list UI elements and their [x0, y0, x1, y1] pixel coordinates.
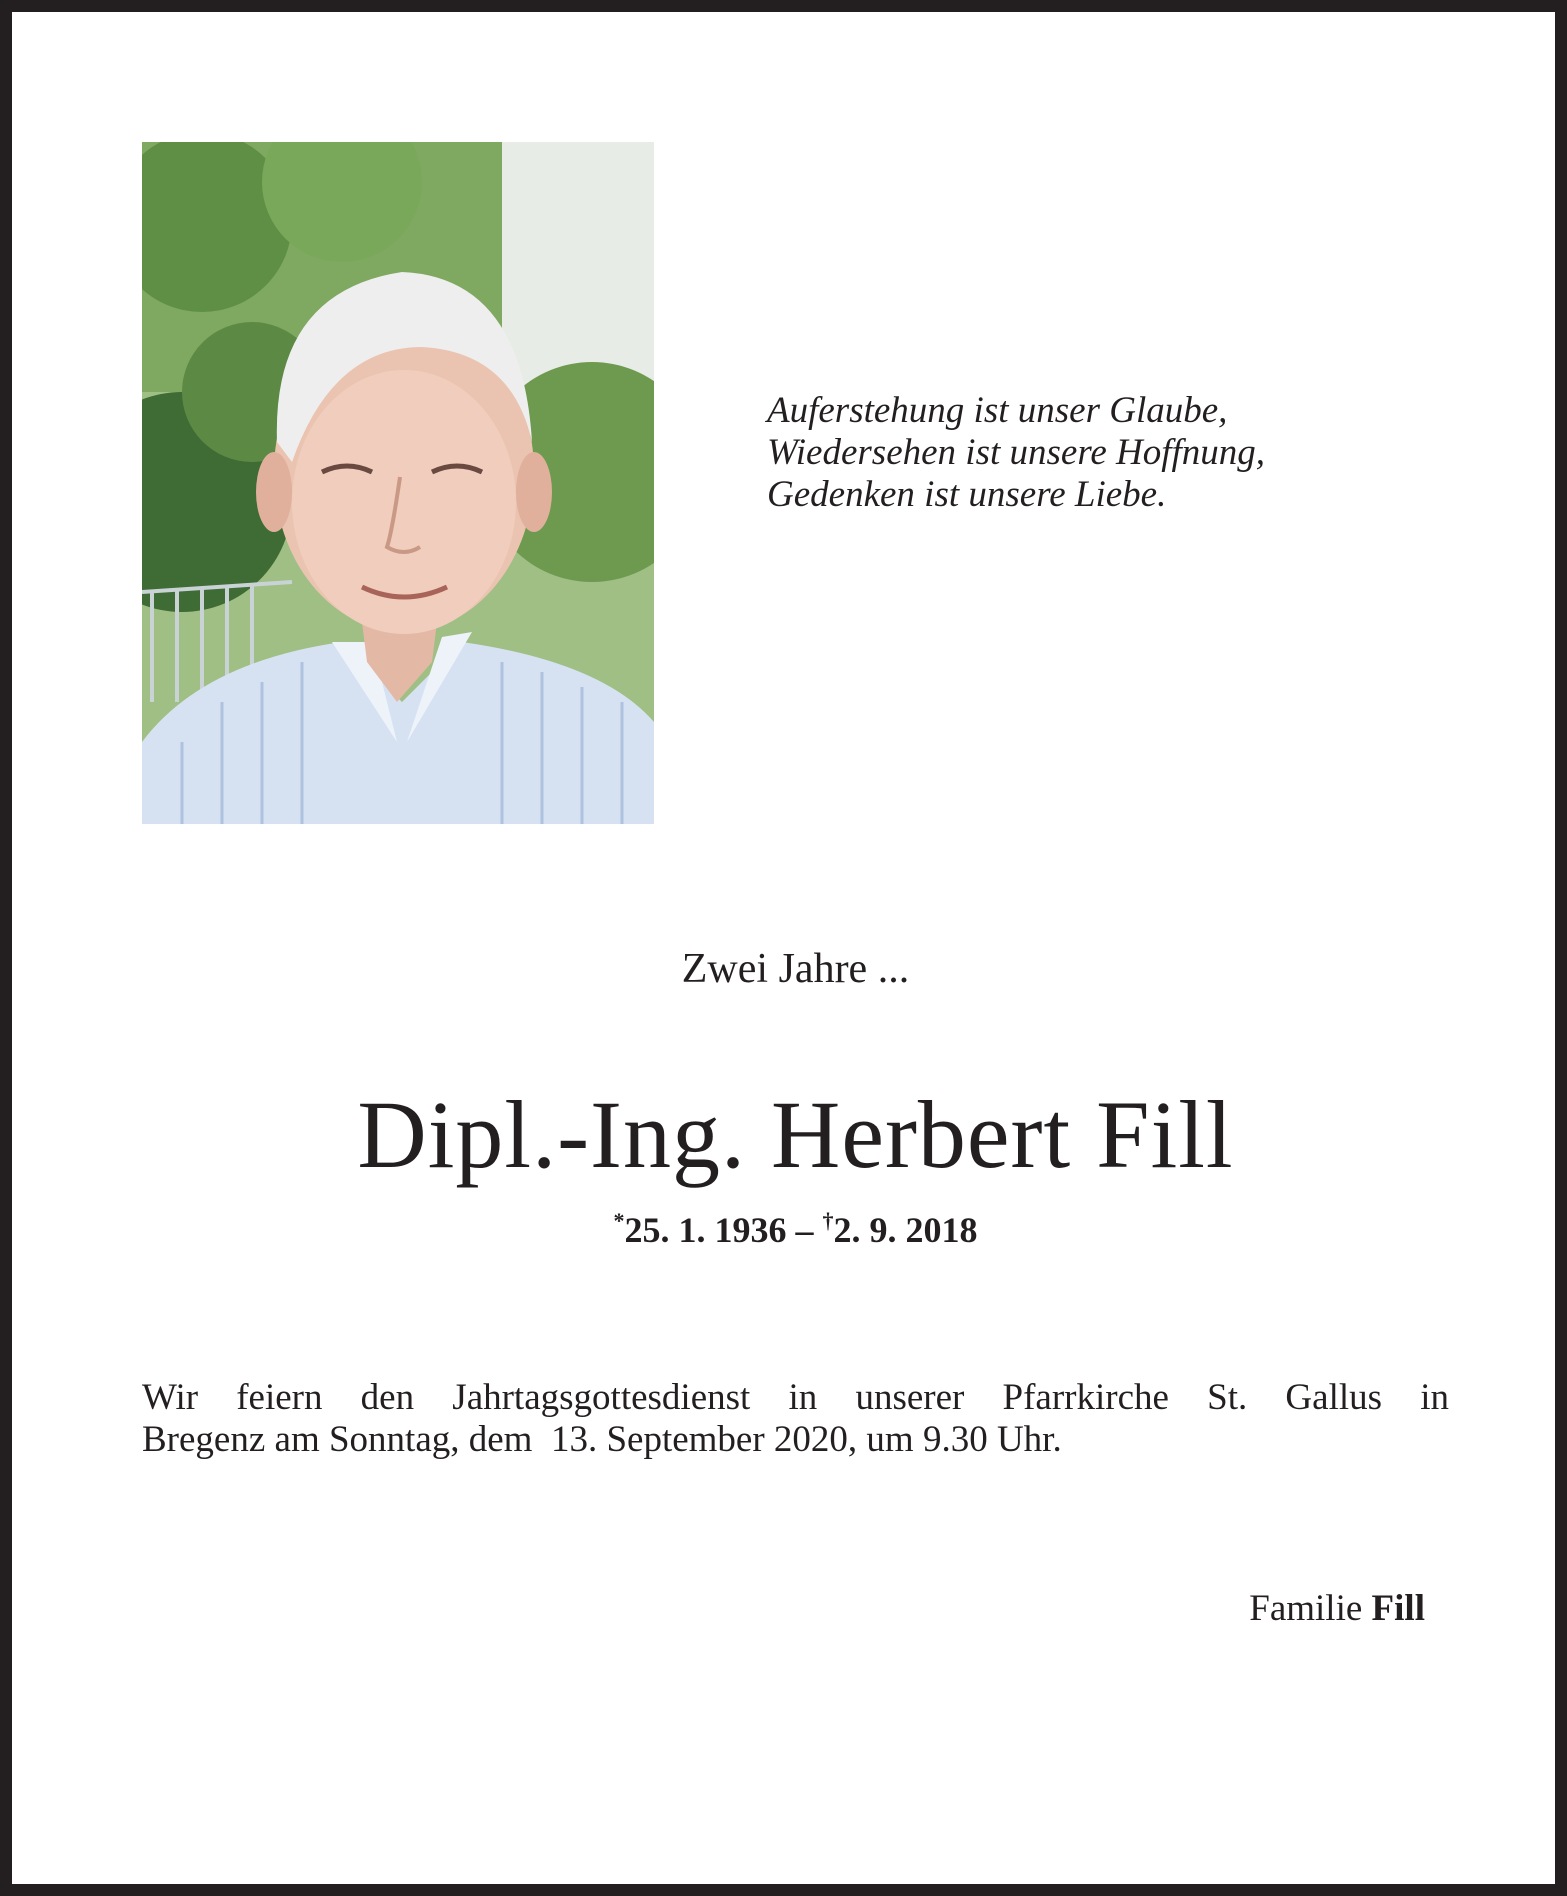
birth-symbol: *	[613, 1208, 625, 1233]
death-symbol: †	[822, 1208, 834, 1233]
portrait-photo-icon	[142, 142, 654, 824]
service-line: Wir feiern den Jahrtagsgottesdienst in unserer Pfarrkirche St. Gallus in	[142, 1377, 1449, 1418]
quote-line: Auferstehung ist unser Glaube,	[767, 390, 1228, 431]
birth-date: 25. 1. 1936	[624, 1210, 787, 1250]
signature-surname: Fill	[1371, 1588, 1425, 1629]
intro-text: Zwei Jahre ...	[681, 946, 910, 992]
quote-line: Wiedersehen ist unsere Hoffnung,	[767, 432, 1266, 473]
signature-prefix: Familie	[1249, 1588, 1372, 1629]
service-announcement	[142, 1377, 1449, 1461]
quote	[767, 390, 1467, 516]
life-dates	[12, 1208, 1567, 1252]
date-separator: –	[786, 1210, 823, 1250]
signature	[1249, 1587, 1425, 1631]
service-line: Bregenz am Sonntag, dem 13. September 2020, um 9.30 Uhr.	[142, 1419, 1062, 1460]
deceased-name: Dipl.-Ing. Herbert Fill	[357, 1081, 1234, 1188]
portrait-photo	[142, 142, 654, 824]
death-date: 2. 9. 2018	[833, 1210, 978, 1250]
quote-line: Gedenken ist unsere Liebe.	[767, 474, 1167, 515]
